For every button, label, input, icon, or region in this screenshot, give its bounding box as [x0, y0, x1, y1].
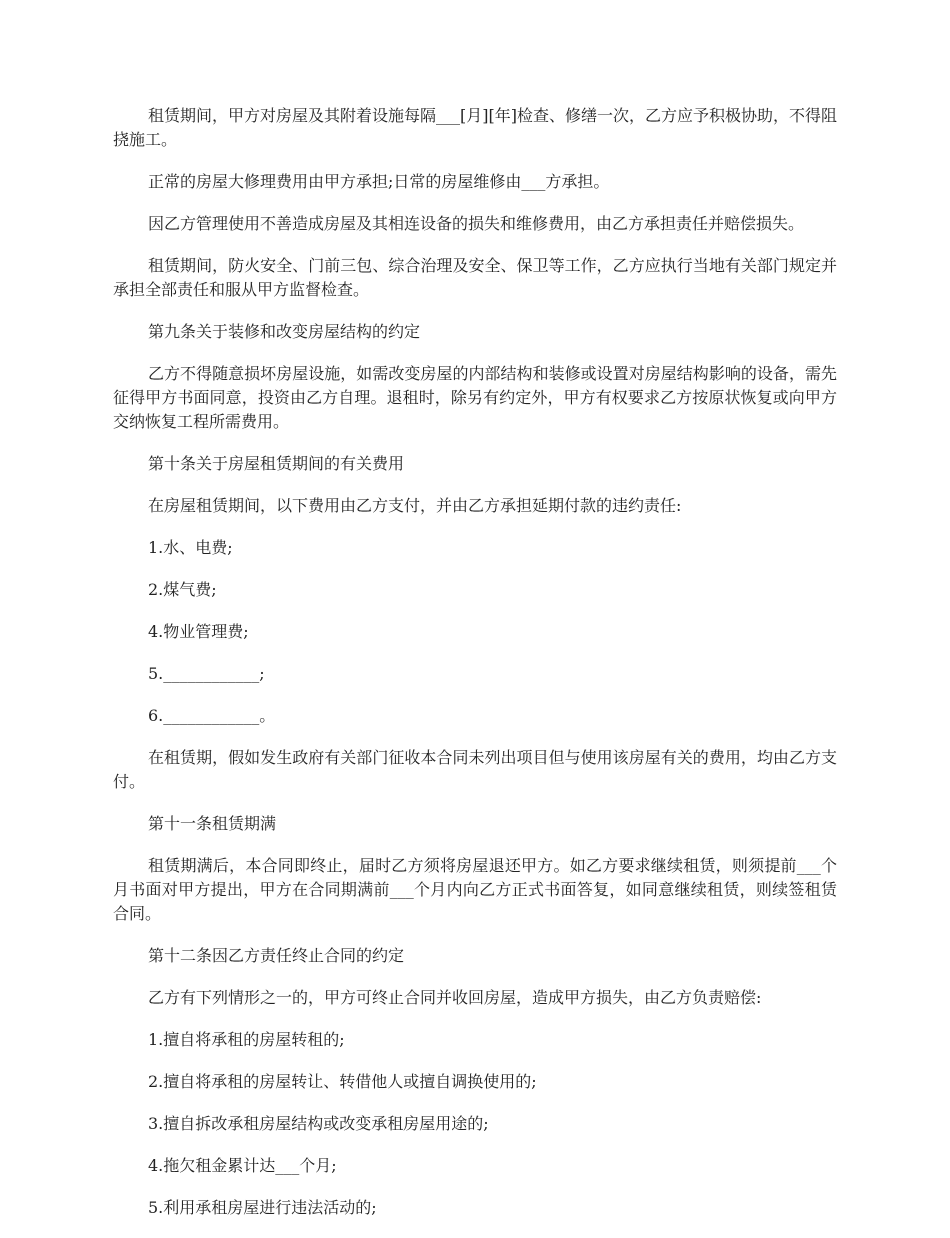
paragraph-renovation-rules: 乙方不得随意损坏房屋设施，如需改变房屋的内部结构和装修或设置对房屋结构影响的设备，需先征得甲方书面同意，投资由乙方自理。退租时，除另有约定外，甲方有权要求乙方按原状恢复或向甲方交纳恢复工程所需费用。: [113, 364, 837, 431]
section-heading-article-10: 第十条关于房屋租赁期间的有关费用: [148, 454, 405, 473]
list-item-fee-1: 1.水、电费;: [148, 538, 233, 557]
section-heading-article-9: 第九条关于装修和改变房屋结构的约定: [148, 322, 421, 341]
list-item-termination-5: 5.利用承租房屋进行违法活动的;: [148, 1198, 377, 1217]
paragraph-termination-intro: 乙方有下列情形之一的，甲方可终止合同并收回房屋，造成甲方损失，由乙方负责赔偿:: [148, 988, 762, 1007]
paragraph-safety-duties: 租赁期间，防火安全、门前三包、综合治理及安全、保卫等工作，乙方应执行当地有关部门规定并承担全部责任和服从甲方监督检查。: [113, 256, 837, 299]
list-item-fee-2: 2.煤气费;: [148, 580, 217, 599]
list-item-fee-6: 6.____________。: [148, 706, 276, 725]
section-heading-article-12: 第十二条因乙方责任终止合同的约定: [148, 946, 405, 965]
paragraph-fees-intro: 在房屋租赁期间，以下费用由乙方支付，并由乙方承担延期付款的违约责任:: [148, 496, 682, 515]
list-item-termination-2: 2.擅自将承租的房屋转让、转借他人或擅自调换使用的;: [148, 1072, 537, 1091]
list-item-termination-4: 4.拖欠租金累计达___个月;: [148, 1156, 337, 1175]
list-item-termination-3: 3.擅自拆改承租房屋结构或改变承租房屋用途的;: [148, 1114, 489, 1133]
document-body: [113, 104, 837, 1238]
paragraph-inspection-repair: 租赁期间，甲方对房屋及其附着设施每隔___[月][年]检查、修缮一次，乙方应予积极协助，不得阻挠施工。: [113, 106, 837, 149]
paragraph-lease-expiry: 租赁期满后，本合同即终止，届时乙方须将房屋退还甲方。如乙方要求继续租赁，则须提前___个月书面对甲方提出，甲方在合同期满前___个月内向乙方正式书面答复，如同意继续租赁，则续签租赁合同。: [113, 856, 837, 923]
paragraph-damage-liability: 因乙方管理使用不善造成房屋及其相连设备的损失和维修费用，由乙方承担责任并赔偿损失。: [148, 214, 805, 233]
list-item-fee-5: 5.____________;: [148, 664, 265, 683]
paragraph-repair-costs: 正常的房屋大修理费用由甲方承担;日常的房屋维修由___方承担。: [148, 172, 610, 191]
list-item-termination-1: 1.擅自将承租的房屋转租的;: [148, 1030, 345, 1049]
list-item-fee-4: 4.物业管理费;: [148, 622, 249, 641]
section-heading-article-11: 第十一条租赁期满: [148, 814, 277, 833]
paragraph-government-fees: 在租赁期，假如发生政府有关部门征收本合同未列出项目但与使用该房屋有关的费用，均由乙方支付。: [113, 748, 837, 791]
